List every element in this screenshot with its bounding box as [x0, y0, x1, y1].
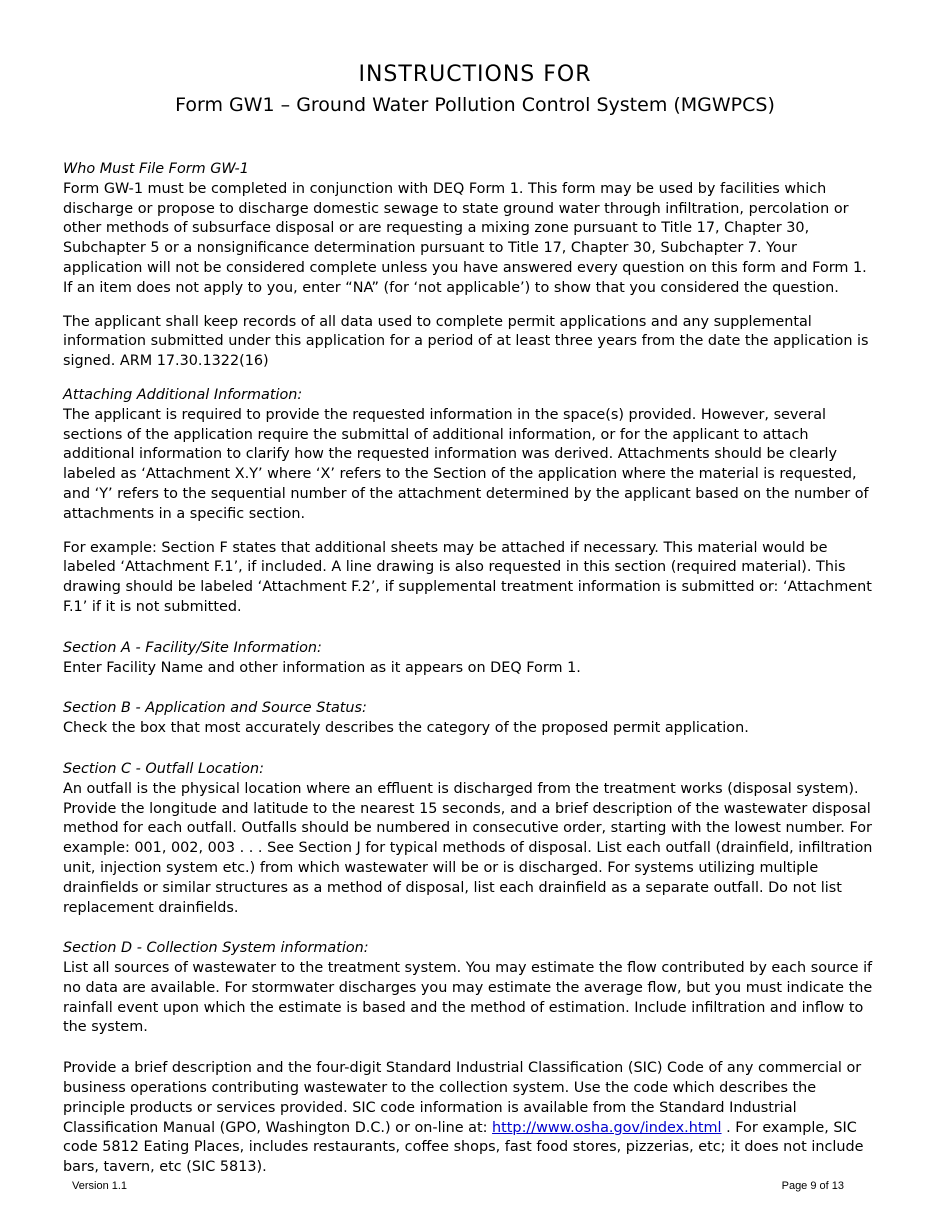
section-d-paragraph-2: [63, 1059, 878, 1178]
document-body: [63, 160, 878, 1178]
osha-link[interactable]: http://www.osha.gov/index.html: [492, 1119, 722, 1136]
attaching-paragraph-2: For example: Section F states that additional sheets may be attached if necessary. This material would be labeled ‘Attachment F.1’, if included. A line drawing is also requested in this section (required material). This drawing should be labeled ‘Attachment F.2’, if supplemental treatment information is submitted or: ‘Attachment F.1’ if it is not submitted.: [63, 539, 872, 615]
attaching-heading: Attaching Additional Information:: [63, 386, 303, 403]
section-d-paragraph-2-text-start: Provide a brief description and the four-digit Standard Industrial Classification (SIC) Code of any commercial or business operations contributing wastewater to the collection system. Use the code which describes the principle products or services provided. SIC code information is available from the Standard Industrial Classification Manual (GPO, Washington D.C.) or on-line at:: [63, 1060, 862, 1136]
page-subtitle: Form GW1 – Ground Water Pollution Control System (MGWPCS): [175, 94, 775, 116]
who-must-file-paragraph-1: Form GW-1 must be completed in conjunction with DEQ Form 1. This form may be used by facilities which discharge or propose to discharge domestic sewage to state ground water through infiltration, percolation or other methods of subsurface disposal or are requesting a mixing zone pursuant to Title 17, Chapter 30, Subchapter 5 or a nonsignificance determination pursuant to Title 17, Chapter 30, Subchapter 7. Your application will not be considered complete unless you have answered every question on this form and Form 1. If an item does not apply to you, enter “NA” (for ‘not applicable’) to show that you considered the question.: [63, 180, 867, 296]
section-d-heading: Section D - Collection System information:: [63, 940, 369, 957]
section-b-heading: Section B - Application and Source Status:: [63, 700, 367, 717]
who-must-file-heading: Who Must File Form GW-1: [63, 161, 249, 177]
attaching-paragraph-1: The applicant is required to provide the requested information in the space(s) provided. However, several sections of the application require the submittal of additional information, or for the applicant to attach additional information to clarify how the requested information was derived. Attachments should be clearly labeled as ‘Attachment X.Y’ where ‘X’ refers to the Section of the application where the material is requested, and ‘Y’ refers to the sequential number of the attachment determined by the applicant based on the number of attachments in a specific section.: [63, 406, 869, 522]
section-b-paragraph: Check the box that most accurately describes the category of the proposed permit application.: [63, 720, 749, 737]
version-label: Version 1.1: [72, 1180, 128, 1192]
section-a-paragraph: Enter Facility Name and other information as it appears on DEQ Form 1.: [63, 659, 581, 676]
section-a-heading: Section A - Facility/Site Information:: [63, 639, 322, 656]
section-d-paragraph-2-text-end: . For example, SIC code 5812 Eating Places, includes restaurants, coffee shops, fast food stores, pizzerias, etc; it does not include bars, tavern, etc (SIC 5813).: [63, 1119, 864, 1176]
page-title: INSTRUCTIONS FOR: [358, 62, 592, 87]
section-d-paragraph-1: List all sources of wastewater to the treatment system. You may estimate the flow contributed by each source if no data are available. For stormwater discharges you may estimate the average flow, but you must indicate the rainfall event upon which the estimate is based and the method of estimation. Include infiltration and inflow to the system.: [63, 960, 873, 1036]
who-must-file-paragraph-2: The applicant shall keep records of all data used to complete permit applications and any supplemental information submitted under this application for a period of at least three years from the date the application is signed. ARM 17.30.1322(16): [63, 313, 869, 370]
section-c-paragraph: An outfall is the physical location where an effluent is discharged from the treatment works (disposal system). Provide the longitude and latitude to the nearest 15 seconds, and a brief description of the wastewater disposal method for each outfall. Outfalls should be numbered in consecutive order, starting with the lowest number. For example: 001, 002, 003 . . . See Section J for typical methods of disposal. List each outfall (drainfield, infiltration unit, injection system etc.) from which wastewater will be or is discharged. For systems utilizing multiple drainfields or similar structures as a method of disposal, list each drainfield as a separate outfall. Do not list replacement drainfields.: [63, 780, 873, 916]
title-block: [0, 60, 950, 118]
page-number: Page 9 of 13: [781, 1180, 844, 1192]
section-c-heading: Section C - Outfall Location:: [63, 760, 264, 777]
